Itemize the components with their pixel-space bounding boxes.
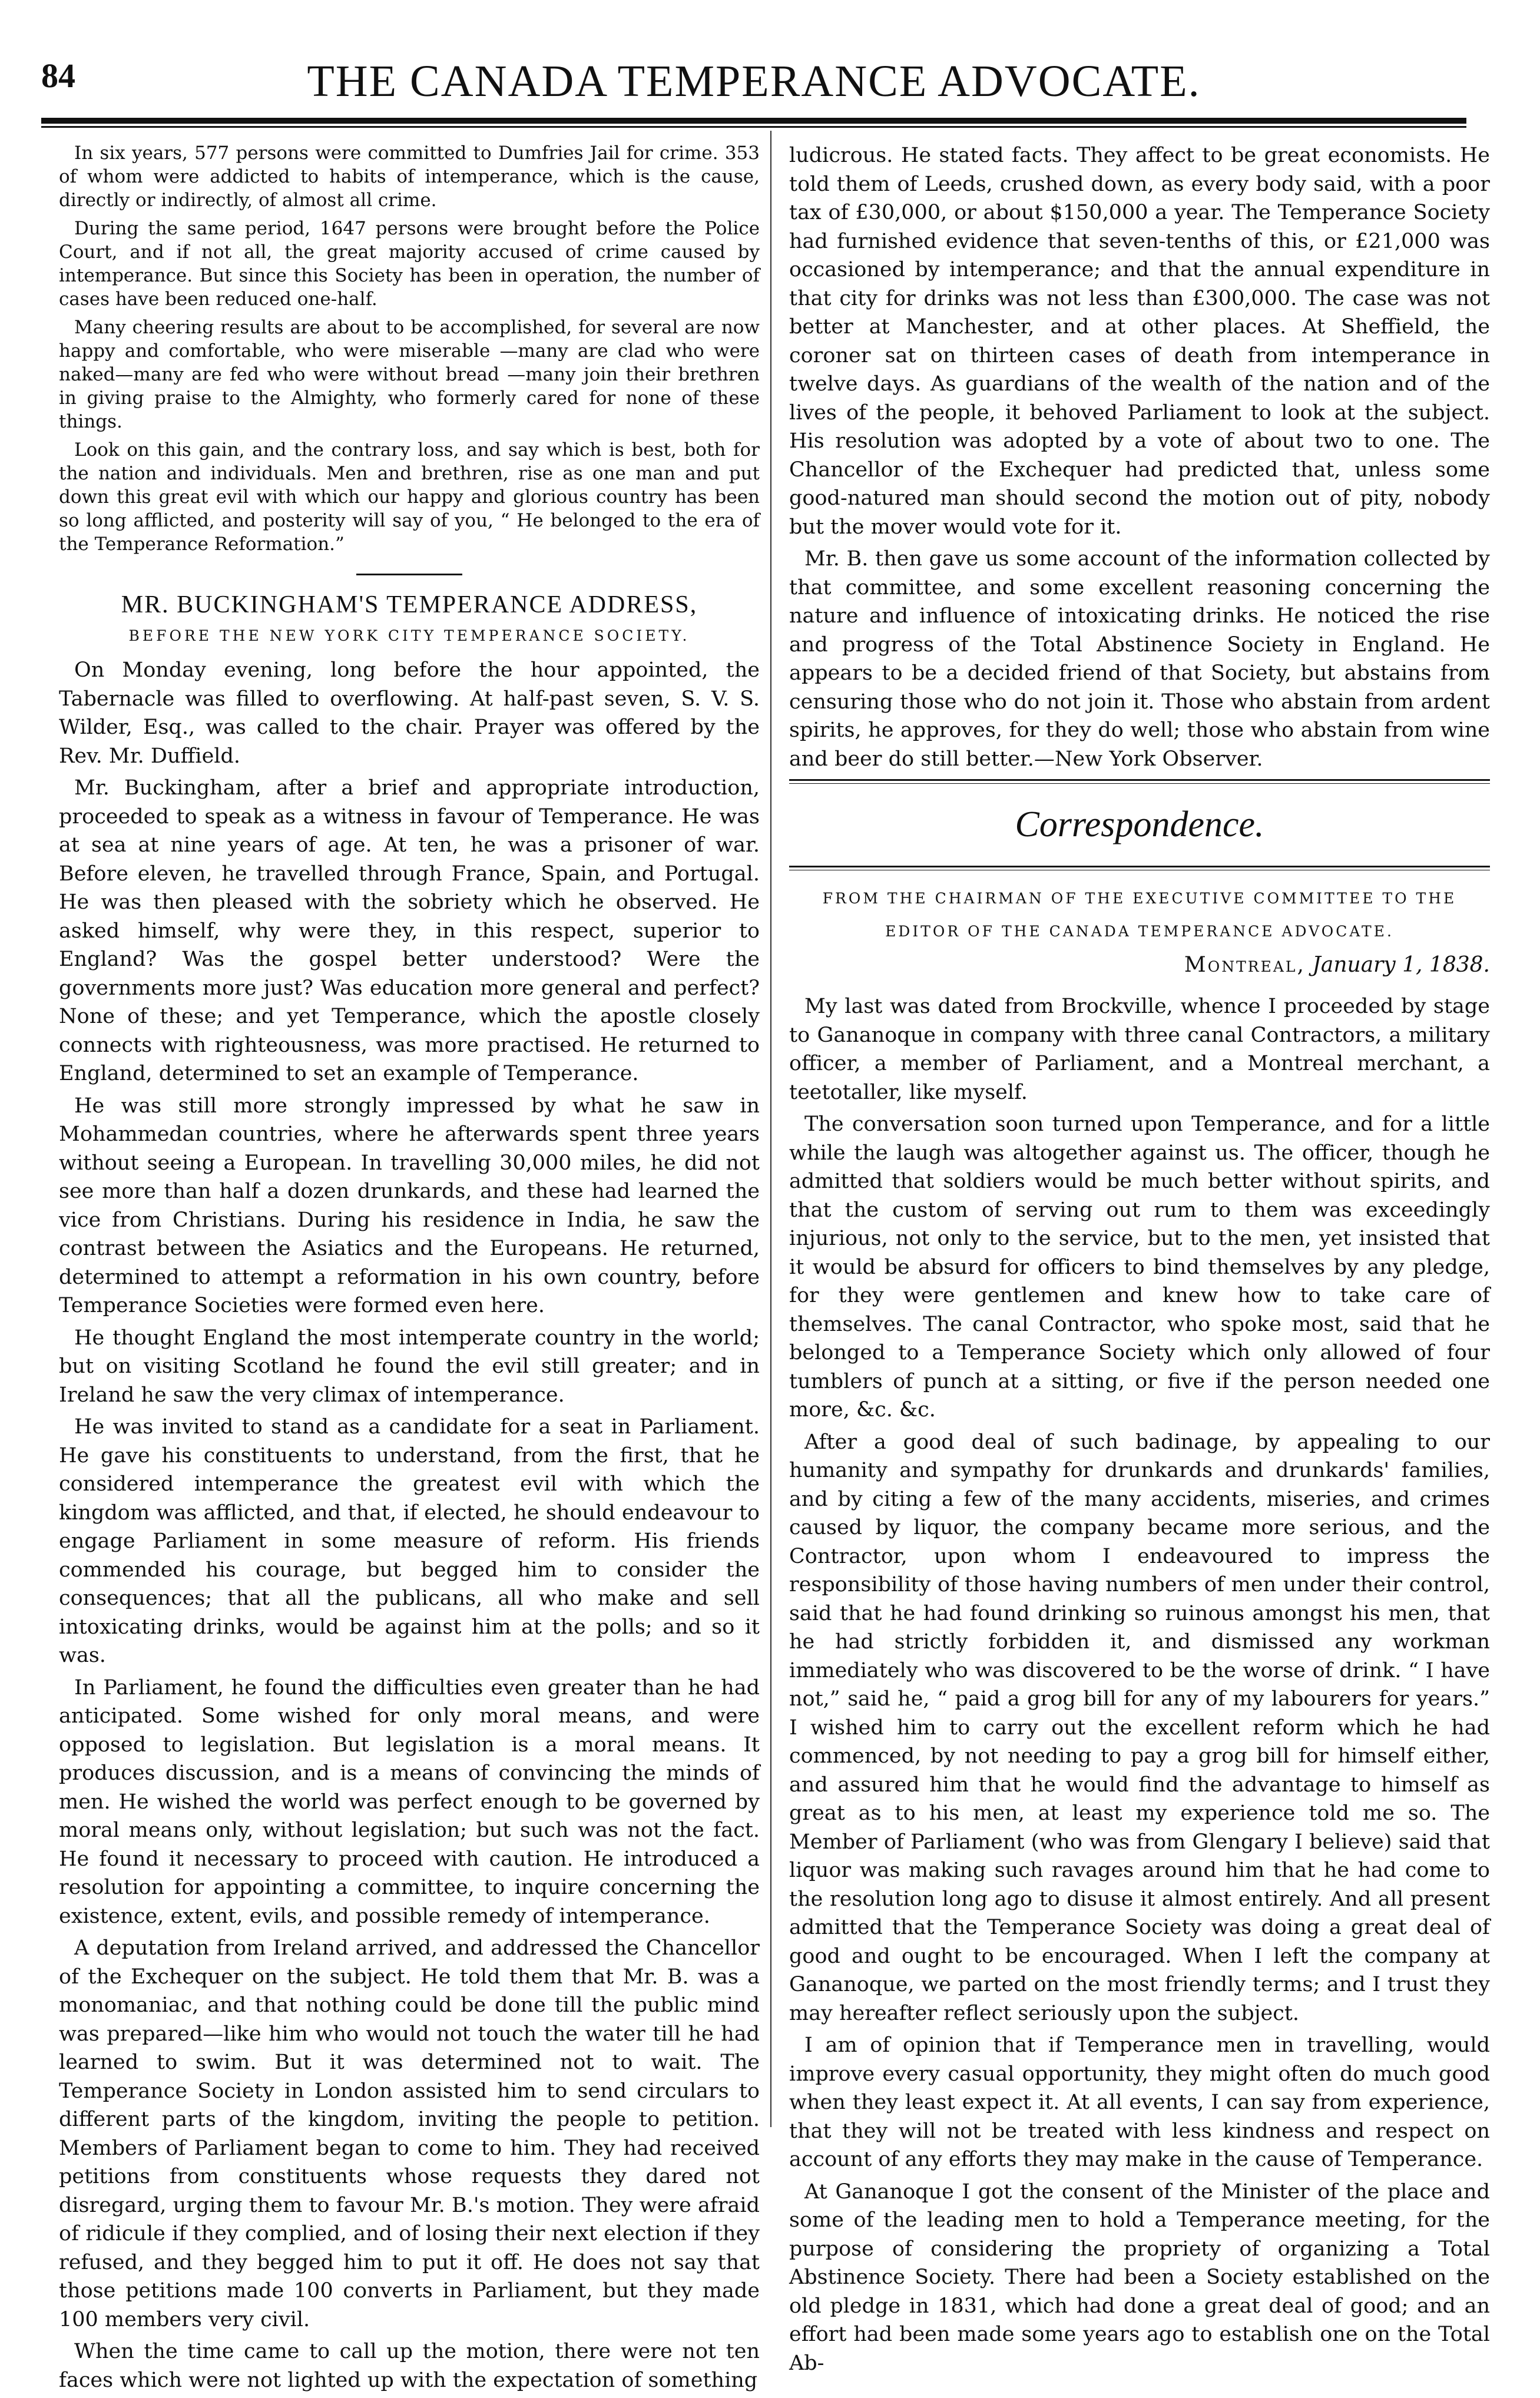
masthead [41,56,1466,121]
article-paragraph: He thought England the most intemperate country in the world; but on visiting Scotland he found the evil still greater; and in Ireland he saw the very climax of intemperance. [59,1326,760,1407]
paper-title: THE CANADA TEMPERANCE ADVOCATE. [307,57,1201,106]
intro-paragraph: In six years, 577 persons were committed to Dumfries Jail for crime. 353 of whom were addicted to habits of intemperance, which is the cause, directly or indirectly, of almost all crime. [59,143,760,211]
article-paragraph: In Parliament, he found the difficulties even greater than he had anticipated. Some wished for only moral means, and were opposed to legislation. But legislation is a moral means. It produces discussion, and is a means of convincing the minds of men. He wished the world was perfect enough to be governed by moral means only, without legislation; but such was not the fact. He found it necessary to proceed with caution. He introduced a resolution for appointing a committee, to inquire concerning the existence, extent, evils, and possible remedy of intemperance. [59,1675,760,1928]
article-paragraph: On Monday evening, long before the hour appointed, the Tabernacle was filled to overflowing. At half-past seven, S. V. S. Wilder, Esq., was called to the chair. Prayer was offered by the Rev. Mr. Duffield. [59,658,760,768]
dateline-city: Montreal, [1184,953,1306,977]
section-rule [356,574,462,575]
intro-paragraph: Many cheering results are about to be accomplished, for several are now happy and comfortable, who were miserable —many are clad who were naked—many are fed who were without bread —many join their brethren in giving praise to the Almighty, who formerly cared for none of these things. [59,317,760,432]
letter-paragraph: I am of opinion that if Temperance men in travelling, would improve every casual opportunity, they might often do much good when they least expect it. At all events, I can say from experience, that they will not be treated with less kindness and respect on account of any efforts they may make in the cause of Temperance. [789,2033,1490,2171]
dateline-date: January 1, 1838. [1312,953,1490,977]
section-title: Correspondence. [1015,804,1264,844]
masthead-rule-thin [41,126,1466,128]
letter-header-line: FROM THE CHAIRMAN OF THE EXECUTIVE COMMITTEE TO THE [822,890,1457,907]
article-title: MR. BUCKINGHAM'S TEMPERANCE ADDRESS, [121,591,698,618]
right-column [789,141,1490,2381]
letter-paragraph: At Gananoque I got the consent of the Minister of the place and some of the leading men to hold a Temperance meeting, for the purpose of considering the propriety of organizing a Total Abstinence Society. There had been a Society established on the old pledge in 1831, which had done a great deal of good; and an effort had been made some years ago to establish one on the Total Ab- [789,2180,1490,2375]
article-paragraph: Mr. B. then gave us some account of the information collected by that committee, and some excellent reasoning concerning the nature and influence of intoxicating drinks. He noticed the rise and progress of the Total Abstinence Society in England. He appears to be a decided friend of that Society, but abstains from censuring those who do not join it. Those who abstain from ardent spirits, he approves, for they do well; those who abstain from wine and beer do still better.—New York Observer. [789,547,1490,771]
article-body [59,656,760,2394]
masthead-rule [41,118,1466,124]
section-rule [789,779,1490,784]
article-continuation [789,141,1490,773]
letter-dateline [789,953,1490,977]
section-rule [789,866,1490,870]
letter-paragraph: The conversation soon turned upon Temperance, and for a little while the laugh was altogether against us. The officer, though he admitted that soldiers would be much better without spirits, and that the custom of serving out rum to them was exceedingly injurious, not only to the service, but to the men, yet insisted that it would be absurd for officers to bind themselves by any pledge, for they were gentlemen and knew how to take care of themselves. The canal Contractor, who spoke most, said that he belonged to a Temperance Society which only allowed of four tumblers of punch at a sitting, or five if the person needed one more, &c. &c. [789,1112,1490,1422]
intro-paragraph: Look on this gain, and the contrary loss, and say which is best, both for the nation and individuals. Men and brethren, rise as one man and put down this great evil with which our happy and glorious country has been so long afflicted, and posterity will say of you, “ He belonged to the era of the Temperance Reformation.” [59,439,760,555]
letter-paragraph: My last was dated from Brockville, whence I proceeded by stage to Gananoque in company with three canal Contractors, a military officer, a member of Parliament, and a Montreal merchant, a teetotaller, like myself. [789,995,1490,1104]
page-number: 84 [41,57,75,95]
article-paragraph: ludicrous. He stated facts. They affect to be great economists. He told them of Leeds, crushed down, as every body said, with a poor tax of £30,000, or about $150,000 a year. The Temperance Society had furnished evidence that seven-tenths of this, or £21,000 was occasioned by intemperance; and that the annual expenditure in that city for drinks was not less than £300,000. The case was not better at Manchester, and at other places. At Sheffield, the coroner sat on thirteen cases of death from intemperance in twelve days. As guardians of the wealth of the nation and of the lives of the people, it behoved Parliament to look at the subject. His resolution was adopted by a vote of about two to one. The Chancellor of the Exchequer had predicted that, unless some good-natured man should second the motion out of pity, nobody but the mover would vote for it. [789,144,1490,539]
letter-paragraph: After a good deal of such badinage, by appealing to our humanity and sympathy for drunkards and drunkards' families, and by citing a few of the many accidents, miseries, and crimes caused by liquor, the company became more serious, and the Contractor, upon whom I endeavoured to impress the responsibility of those having numbers of men under their control, said that he had found drinking so ruinous amongst his men, that he had strictly forbidden it, and dismissed any workman immediately who was discovered to be the worse of drink. “ I have not,” said he, “ paid a grog bill for any of my labourers for years.” I wished him to carry out the excellent reform which he had commenced, by not needing to pay a grog bill for himself either, and assured him that he would find the advantage to himself as great as to his men, at least my experience told me so. The Member of Parliament (who was from Glengary I believe) said that liquor was making such ravages around him that he had come to the resolution long ago to disuse it almost entirely. And all present admitted that the Temperance Society was doing a great deal of good and ought to be encouraged. When I left the company at Gananoque, we parted on the most friendly terms; and I trust they may hereafter reflect seriously upon the subject. [789,1430,1490,2025]
letter-body [789,992,1490,2377]
intro-block [59,141,760,556]
article-subtitle: BEFORE THE NEW YORK CITY TEMPERANCE SOCIETY. [128,627,690,644]
left-column [59,141,760,2398]
article-paragraph: He was invited to stand as a candidate for a seat in Parliament. He gave his constituents to understand, from the first, that he considered intemperance the greatest evil with which the kingdom was afflicted, and that, if elected, he should endeavour to engage Parliament in some measure of reform. His friends commended his courage, but begged him to consider the consequences; that all the publicans, all who make and sell intoxicating drinks, would be against him at the polls; and so it was. [59,1415,760,1667]
article-paragraph: Mr. Buckingham, after a brief and appropriate introduction, proceeded to speak as a witness in favour of Temperance. He was at sea at nine years of age. At ten, he was a prisoner of war. Before eleven, he travelled through France, Spain, and Portugal. He was then pleased with the sobriety which he observed. He asked himself, why were they, in this respect, superior to England? Was the gospel better understood? Were the governments more just? Was education more general and perfect? None of these; and yet Temperance, which the apostle closely connects with righteousness, was more practised. He returned to England, determined to set an example of Temperance. [59,776,760,1085]
article-paragraph: When the time came to call up the motion, there were not ten faces which were not lighted up with the expectation of something [59,2340,760,2392]
article-paragraph: A deputation from Ireland arrived, and addressed the Chancellor of the Exchequer on the subject. He told them that Mr. B. was a monomaniac, and that nothing could be done till the public mind was prepared—like him who would not touch the water till he had learned to swim. But it was determined not to wait. The Temperance Society in London assisted him to send circulars to different parts of the kingdom, inviting the people to petition. Members of Parliament began to come to him. They had received petitions from constituents whose requests they dared not disregard, urging them to favour Mr. B.'s motion. They were afraid of ridicule if they complied, and of losing their next election if they refused, and they begged him to put it off. He does not say that those petitions made 100 converts in Parliament, but they made 100 members very civil. [59,1936,760,2331]
column-divider [770,131,771,2127]
article-paragraph: He was still more strongly impressed by what he saw in Mohammedan countries, where he afterwards spent three years without seeing a European. In travelling 30,000 miles, he did not see more than half a dozen drunkards, and these had learned the vice from Christians. During his residence in India, he saw the contrast between the Asiatics and the Europeans. He returned, determined to attempt a reformation in his own country, before Temperance Societies were formed even here. [59,1094,760,1317]
intro-paragraph: During the same period, 1647 persons were brought before the Police Court, and if not all, the great majority accused of crime caused by intemperance. But since this Society has been in operation, the number of cases have been reduced one-half. [59,218,760,310]
letter-header-line: EDITOR OF THE CANADA TEMPERANCE ADVOCATE. [885,923,1394,940]
letter-header [789,882,1490,948]
